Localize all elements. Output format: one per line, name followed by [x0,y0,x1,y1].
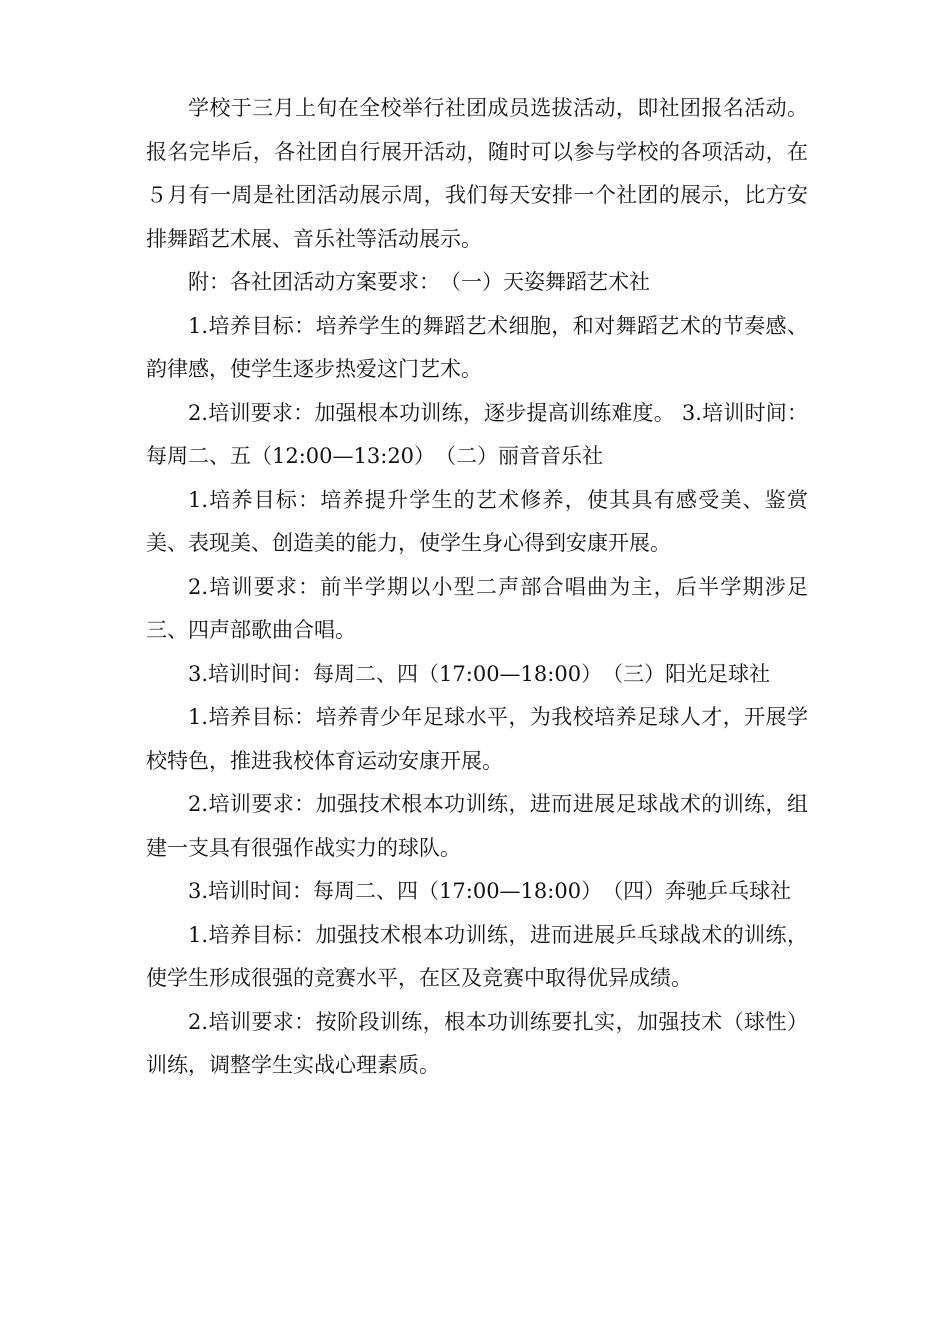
paragraph-pingpong-requirement: 2.培训要求：按阶段训练，根本功训练要扎实，加强技术（球性）训练，调整学生实战心理素质。 [146,1009,808,1077]
paragraph-football-requirement: 2.培训要求：加强技术根本功训练，进而进展足球战术的训练，组建一支具有很强作战实力的球队。 [146,792,808,860]
paragraph-football-time: 3.培训时间：每周二、四（17:00—18:00） （四）奔驰乒乓球社 [188,879,792,903]
paragraph-football-goal: 1.培养目标：培养青少年足球水平，为我校培养足球人才，开展学校特色，推进我校体育运动安康开展。 [146,705,808,773]
document-body [146,87,808,1088]
paragraph-pingpong-goal: 1.培养目标：加强技术根本功训练，进而进展乒乓球战术的训练，使学生形成很强的竞赛水平，在区及竞赛中取得优异成绩。 [146,922,808,990]
paragraph-appendix-heading: 附：各社团活动方案要求： （一）天姿舞蹈艺术社 [188,270,650,294]
paragraph-music-requirement: 2.培训要求：前半学期以小型二声部合唱曲为主，后半学期涉足三、四声部歌曲合唱。 [146,574,808,642]
paragraph-music-goal: 1.培养目标：培养提升学生的艺术修养，使其具有感受美、鉴赏美、表现美、创造美的能力，使学生身心得到安康开展。 [146,487,808,555]
paragraph-dance-requirement: 2.培训要求：加强根本功训练，逐步提高训练难度。 3.培训时间：每周二、五（12:00—13:20） （二）丽音音乐社 [146,400,808,468]
paragraph-music-time: 3.培训时间：每周二、四（17:00—18:00） （三）阳光足球社 [188,661,771,686]
paragraph-intro: 学校于三月上旬在全校举行社团成员选拔活动，即社团报名活动。报名完毕后，各社团自行展开活动，随时可以参与学校的各项活动，在５月有一周是社团活动展示周，我们每天安排一个社团的展示，比方安排舞蹈艺术展、音乐社等活动展示。 [146,96,808,251]
paragraph-dance-goal: 1.培养目标：培养学生的舞蹈艺术细胞，和对舞蹈艺术的节奏感、韵律感，使学生逐步热爱这门艺术。 [146,313,808,381]
